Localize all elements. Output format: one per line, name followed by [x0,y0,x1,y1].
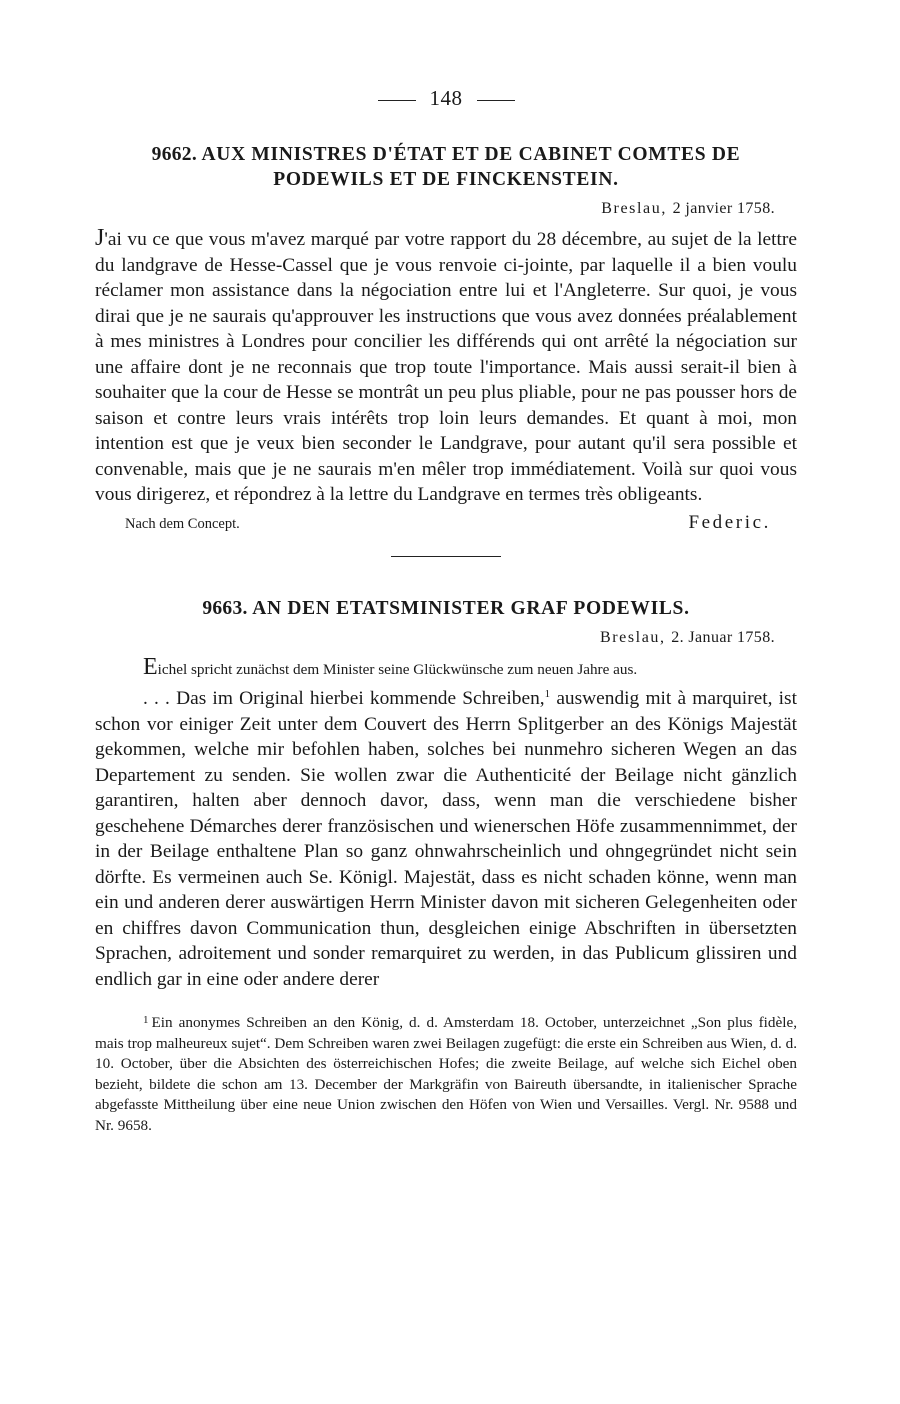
doc2-date: 2. Januar 1758. [671,628,775,646]
doc1-source-note: Nach dem Concept. [125,515,240,532]
doc1-date: 2 janvier 1758. [672,200,775,217]
doc1-body [95,226,797,508]
doc1-dateline [95,200,797,222]
doc2-lead-text: ichel spricht zunächst dem Minister seine Glückwünsche zum neuen Jahre aus. [157,660,638,678]
footnote-spacer [95,992,797,1010]
doc2-dropcap: E [143,653,158,680]
doc1-signature: Federic. [688,511,771,533]
footnote [95,1010,797,1137]
doc1-signature-row [95,512,797,536]
page-number-dash-left [378,100,416,101]
footnote-marker: 1 [143,1014,149,1026]
doc2-body [95,682,797,992]
doc1-place: Breslau, [601,200,667,217]
footnote-text: Ein anonymes Schreiben an den König, d. d. Amsterdam 18. October, unterzeichnet „Son plus fidèle, mais trop malheureux sujet“. Dem Schreiben waren zwei Beilagen zugefügt: die erste ein Schreiben aus Wien, d. d. 10. October, über die Absichten des österreichischen Hofes; die zweite Beilage, auf welche sich Eichel oben bezieht, bildete die schon am 13. December der Markgräfin von Baireuth übersandte, in italienischer Sprache abgefasste Mittheilung über eine neue Union zwischen den Höfen von Wien und Versailles. Vergl. Nr. 9588 und Nr. 9658. [95,1014,797,1134]
page [95,86,797,1137]
page-number-dash-right [477,100,515,101]
doc1-number: 9662. [151,144,198,165]
doc2-body-part1: . . . Das im Original hierbei kommende Schreiben, [143,688,545,709]
doc1-title: AUX MINISTRES D'ÉTAT ET DE CABINET COMTES DE PODEWILS ET DE FINCKENSTEIN. [201,144,741,190]
page-number [95,86,797,112]
doc2-number: 9663. [202,597,248,619]
doc2-lead [95,655,797,683]
page-number-text: 148 [429,86,463,110]
doc2-body-part2: auswendig mit à marquiret, ist schon vor einiger Zeit unter dem Couvert des Herrn Splitgerber an des Königs Majestät gekommen, welche mir befohlen haben, solches bei nunmehro sicheren Wegen an das Departement zu senden. Sie wollen zwar die Authenticité der Beilage nicht gänzlich garantiren, halten aber dennoch davor, dass, wenn man die verschiedene bisher geschehene Démarches derer französischen und wienerschen Höfe zusammennimmet, der in der Beilage enthaltene Plan so ganz ohnwahrscheinlich und ohngegründet nicht sein dörfte. Es vermeinen auch Se. Königl. Majestät, dass es nicht schaden könne, wenn man ein und anderen derer auswärtigen Herrn Minister davon mit sicheren Gelegenheiten oder en chiffres davon Communication thun, desgleichen einige Abschriften in übersetzten Sprachen, adroitement und sonder remarquiret zu werden, in das Publicum glissiren und endlich gar in eine oder andere derer [95,688,797,990]
doc1-heading [95,142,797,192]
doc2-title: AN DEN ETATSMINISTER GRAF PODEWILS. [252,597,690,619]
doc2-dateline [95,629,797,651]
doc1-body-text: 'ai vu ce que vous m'avez marqué par votre rapport du 28 décembre, au sujet de la lettre du landgrave de Hesse-Cassel que je vous renvoie ci-jointe, par laquelle il a bien voulu réclamer mon assistance dans la négociation entre lui et l'Angleterre. Sur quoi, je vous dirai que je ne saurais qu'approuver les instructions que vous avez données préalablement à mes ministres à Londres pour concilier les différends qui ont arrêté la négociation sur une affaire dont je ne reconnais que trop toute l'importance. Mais aussi serait-il bien à souhaiter que la cour de Hesse se montrât un peu plus pliable, pour ne pas pousser hors de saison et contre leurs vrais intérêts trop loin leurs demandes. Et quant à moi, mon intention est que je veux bien seconder le Landgrave, pour autant qu'il sera possible et convenable, mais que je ne saurais m'en mêler trop immédiatement. Voilà sur quoi vous vous dirigerez, et répondrez à la lettre du Landgrave en termes très obligeants. [95,229,797,505]
doc2-footnote-marker: 1 [544,688,551,700]
doc1-dropcap: J [95,225,105,251]
doc2-place: Breslau, [599,628,666,646]
doc2-heading [95,596,797,621]
